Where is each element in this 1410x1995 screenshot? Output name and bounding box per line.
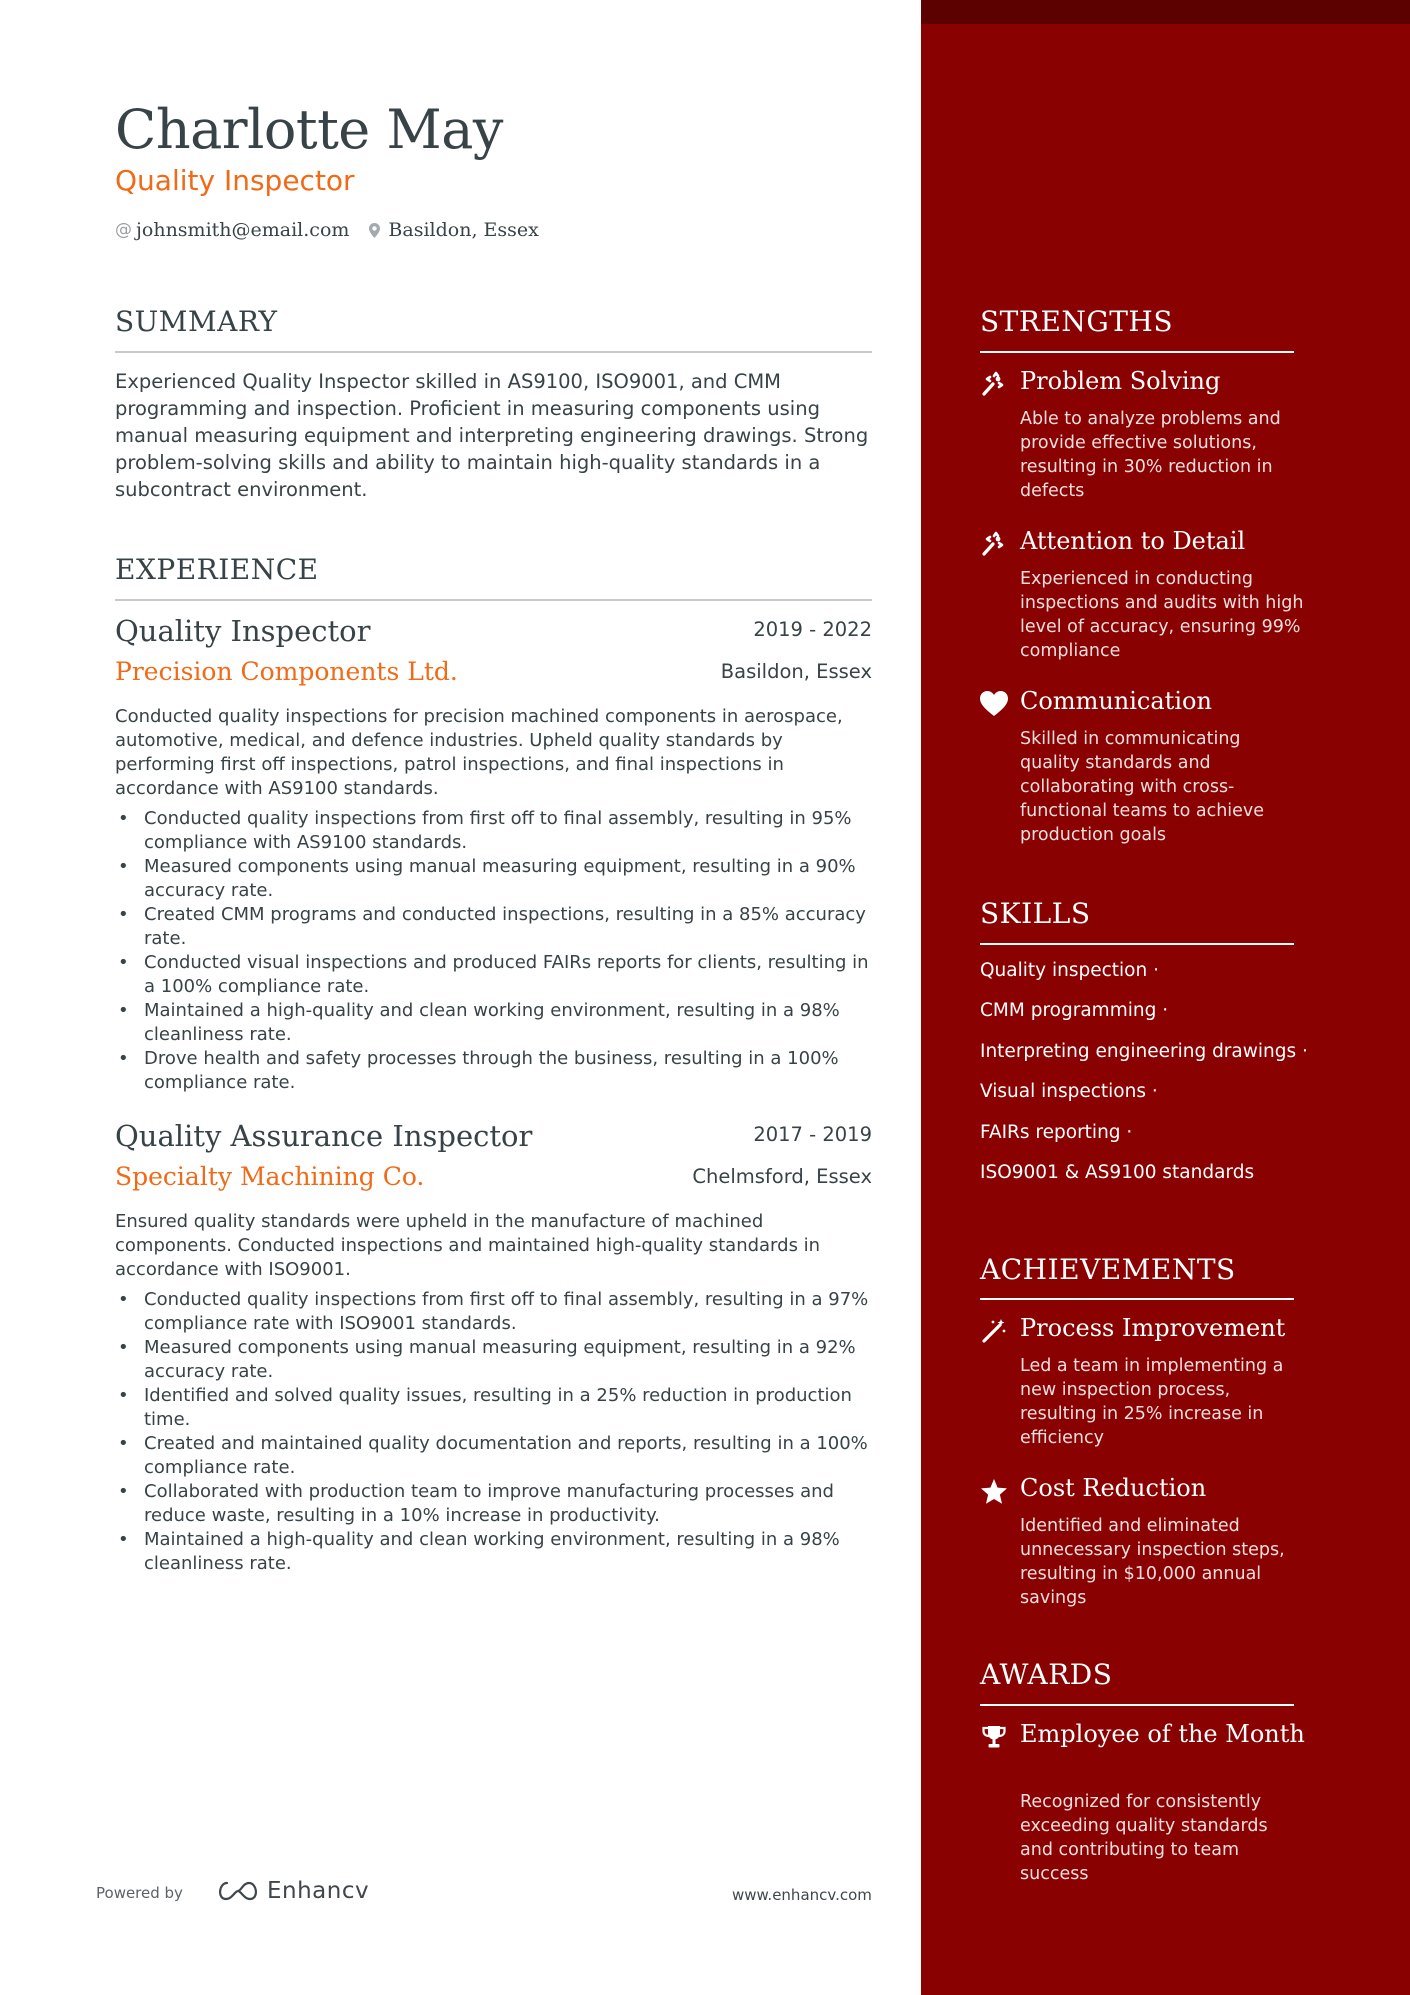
skill-item: FAIRs reporting ·	[980, 1122, 1133, 1143]
skill-item: Visual inspections ·	[980, 1081, 1158, 1102]
achievement-text: Led a team in implementing a new inspection process, resulting in 25% increase in efficiency	[1020, 1356, 1284, 1448]
award-text: Recognized for consistently exceeding quality standards and contributing to team success	[1020, 1792, 1268, 1884]
job-dates: 2019 - 2022	[753, 618, 872, 641]
skills-divider	[980, 943, 1294, 945]
skill-item: Interpreting engineering drawings ·	[980, 1041, 1308, 1062]
star-icon	[980, 1477, 1008, 1505]
candidate-name: Charlotte May	[115, 98, 503, 161]
skill-item: Quality inspection ·	[980, 960, 1159, 981]
job-bullet-list	[115, 807, 872, 1095]
location-pin-icon	[369, 223, 380, 238]
summary-heading: SUMMARY	[115, 305, 278, 338]
trophy-icon	[980, 1723, 1008, 1751]
skills-heading: SKILLS	[980, 897, 1091, 930]
footer-url-link[interactable]: www.enhancv.com	[732, 1886, 872, 1904]
job-bullet: • Maintained a high-quality and clean working environment, resulting in a 98% cleanliness rate.	[115, 1528, 872, 1576]
job-bullet: • Conducted quality inspections from first off to final assembly, resulting in 95% compliance with AS9100 standards.	[115, 807, 872, 855]
job-bullet: • Maintained a high-quality and clean working environment, resulting in a 98% cleanliness rate.	[115, 999, 872, 1047]
sidebar-panel	[921, 0, 1410, 1995]
job-bullet: • Conducted visual inspections and produced FAIRs reports for clients, resulting in a 100% compliance rate.	[115, 951, 872, 999]
powered-by-label: Powered by	[96, 1884, 183, 1902]
job-description: Conducted quality inspections for precision machined components in aerospace, automotive, medical, and defence industries. Upheld quality standards by performing first off inspections, patrol inspections, and final inspections in accordance with AS9100 standards.	[115, 706, 843, 799]
enhancv-logo-icon	[215, 1879, 261, 1903]
email-contact[interactable]	[115, 219, 349, 241]
job-bullet: • Created CMM programs and conducted inspections, resulting in a 85% accuracy rate.	[115, 903, 872, 951]
experience-heading: EXPERIENCE	[115, 553, 319, 586]
candidate-role: Quality Inspector	[115, 164, 355, 197]
job-bullet: • Conducted quality inspections from first off to final assembly, resulting in a 97% compliance rate with ISO9001 standards.	[115, 1288, 872, 1336]
location-text: Basildon, Essex	[388, 219, 539, 241]
job-bullet: • Identified and solved quality issues, resulting in a 25% reduction in production time.	[115, 1384, 872, 1432]
job-dates: 2017 - 2019	[753, 1123, 872, 1146]
location-contact	[369, 219, 538, 241]
puzzle-icon	[980, 370, 1008, 398]
magic-wand-icon	[980, 1317, 1008, 1345]
enhancv-logo-text: Enhancv	[267, 1878, 370, 1904]
job-company: Specialty Machining Co.	[115, 1162, 425, 1191]
job-description: Ensured quality standards were upheld in the manufacture of machined components. Conducted inspections and maintained high-quality standards in accordance with ISO9001.	[115, 1211, 821, 1280]
skill-item: ISO9001 & AS9100 standards	[980, 1162, 1255, 1183]
job-bullet: • Measured components using manual measuring equipment, resulting in a 92% accuracy rate.	[115, 1336, 872, 1384]
strengths-divider	[980, 351, 1294, 353]
heart-icon	[980, 690, 1008, 718]
achievements-divider	[980, 1298, 1294, 1300]
awards-divider	[980, 1704, 1294, 1706]
strength-text: Skilled in communicating quality standards and collaborating with cross-functional teams to achieve production goals	[1020, 729, 1265, 845]
job-bullet: • Measured components using manual measuring equipment, resulting in a 90% accuracy rate.	[115, 855, 872, 903]
sidebar-top-band	[921, 0, 1410, 24]
summary-text: Experienced Quality Inspector skilled in AS9100, ISO9001, and CMM programming and inspection. Proficient in measuring components using manual measuring equipment and interpreting engineering drawings. Strong problem-solving skills and ability to maintain high-quality standards in a subcontract environment.	[115, 370, 869, 501]
strength-title: Problem Solving	[1020, 367, 1221, 395]
achievement-text: Identified and eliminated unnecessary inspection steps, resulting in $10,000 annual savings	[1020, 1516, 1285, 1608]
job-location: Chelmsford, Essex	[692, 1165, 872, 1188]
job-title: Quality Assurance Inspector	[115, 1119, 533, 1153]
job-company: Precision Components Ltd.	[115, 657, 458, 686]
puzzle-icon	[980, 530, 1008, 558]
email-text: johnsmith@email.com	[136, 219, 350, 241]
strength-text: Able to analyze problems and provide effective solutions, resulting in 30% reduction in defects	[1020, 409, 1281, 501]
job-location: Basildon, Essex	[720, 660, 872, 683]
job-title: Quality Inspector	[115, 614, 371, 648]
skill-item: CMM programming ·	[980, 1000, 1169, 1021]
job-bullet: • Created and maintained quality documentation and reports, resulting in a 100% compliance rate.	[115, 1432, 872, 1480]
job-bullet: • Drove health and safety processes through the business, resulting in a 100% compliance rate.	[115, 1047, 872, 1095]
strength-text: Experienced in conducting inspections and audits with high level of accuracy, ensuring 99% compliance	[1020, 569, 1304, 661]
awards-heading: AWARDS	[980, 1658, 1113, 1691]
achievement-title: Cost Reduction	[1020, 1474, 1207, 1502]
at-icon: @	[115, 220, 132, 240]
strength-title: Attention to Detail	[1020, 527, 1246, 555]
award-title: Employee of the Month	[1020, 1720, 1305, 1748]
experience-divider	[115, 599, 872, 601]
contact-row	[115, 216, 559, 244]
enhancv-logo[interactable]	[215, 1878, 369, 1904]
strengths-heading: STRENGTHS	[980, 305, 1174, 338]
achievement-title: Process Improvement	[1020, 1314, 1286, 1342]
strength-title: Communication	[1020, 687, 1212, 715]
achievements-heading: ACHIEVEMENTS	[980, 1253, 1236, 1286]
summary-divider	[115, 351, 872, 353]
job-bullet: • Collaborated with production team to improve manufacturing processes and reduce waste, resulting in a 10% increase in productivity.	[115, 1480, 872, 1528]
job-bullet-list	[115, 1288, 872, 1576]
